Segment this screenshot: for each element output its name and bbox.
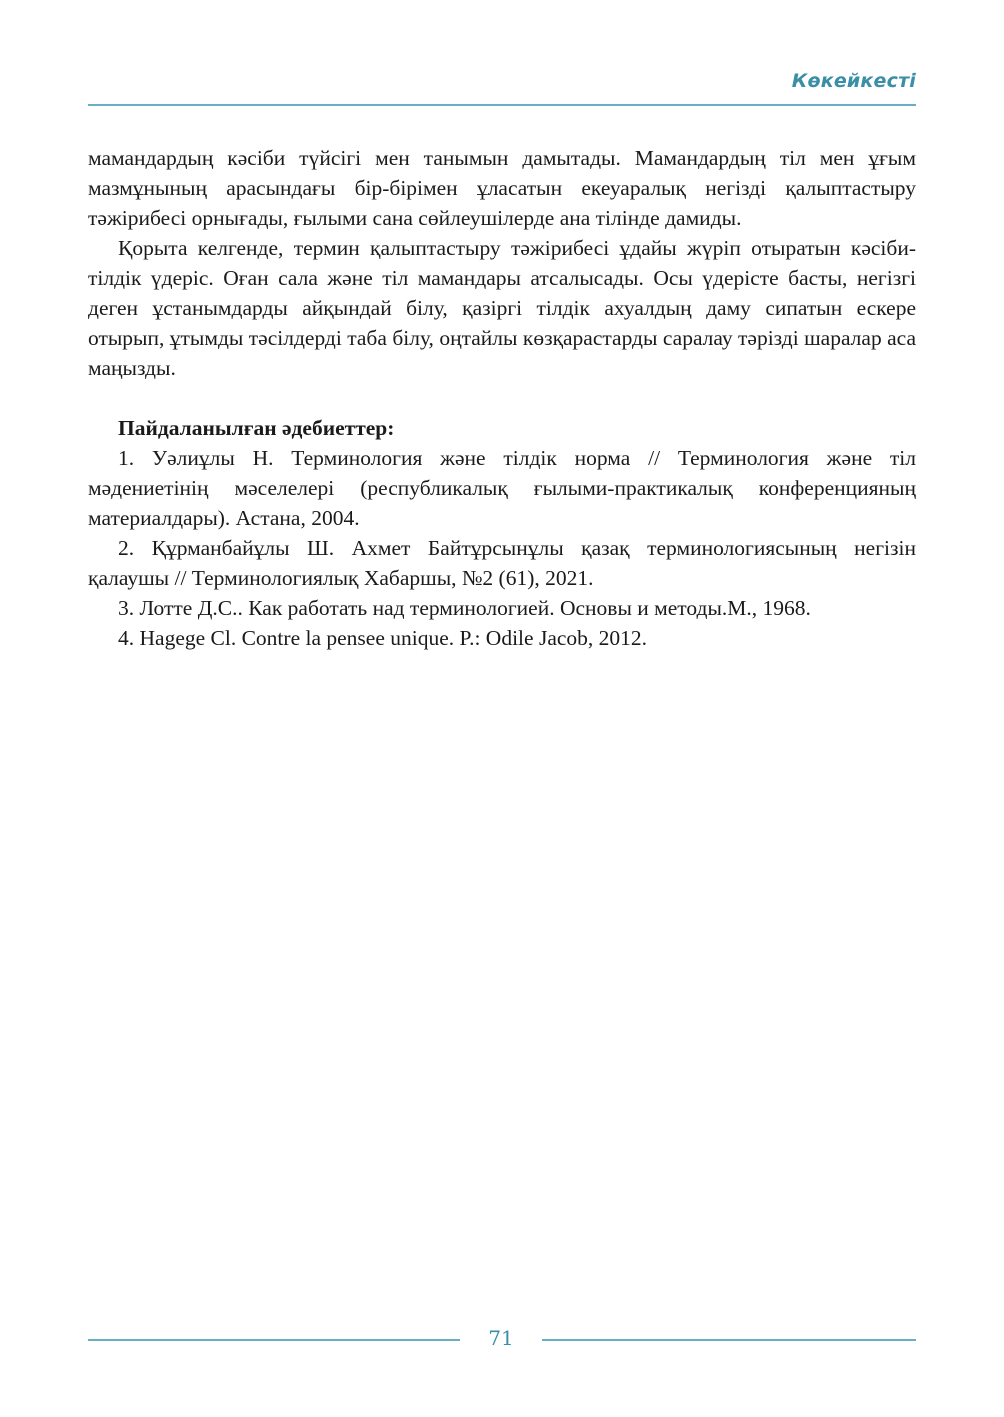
reference-item: 2. Құрманбайұлы Ш. Ахмет Байтұрсынұлы қазақ терминологиясының негізін қалаушы // Терминологиялық Хабаршы, №2 (61), 2021. — [88, 536, 916, 590]
footer-rule-left — [88, 1339, 460, 1341]
reference-item: 3. Лотте Д.С.. Как работать над терминологией. Основы и методы.М., 1968. — [118, 596, 811, 620]
body-paragraph-conclusion: Қорыта келгенде, термин қалыптастыру тәжірибесі ұдайы жүріп отыратын кәсіби-тілдік үдеріс. Оған сала және тіл мамандары атсалысады. Осы үдерісте басты, негізгі деген ұстанымдарды айқындай білу, қазіргі тілдік ахуалдың даму сипатын ескере отырып, ұтымды тәсілдерді таба білу, оңтайлы көзқарастарды саралау тәрізді шаралар аса маңызды. — [88, 236, 916, 380]
footer-rule-right — [542, 1339, 916, 1341]
reference-item: 1. Уәлиұлы Н. Терминология және тілдік норма // Терминология және тіл мәдениетінің мәселелері (республикалық ғылыми-практикалық конференцияның материалдары). Астана, 2004. — [88, 446, 916, 530]
reference-item: 4. Hagege Cl. Contre la pensee unique. P.: Odile Jacob, 2012. — [118, 626, 648, 650]
body-paragraph-continuation: мамандардың кәсіби түйсігі мен танымын дамытады. Мамандардың тіл мен ұғым мазмұнының арасындағы бір-бірімен ұласатын екеуаралық негізді қалыптастыру тәжірибесі орнығады, ғылыми сана сөйлеушілерде ана тілінде дамиды. — [88, 146, 916, 230]
running-header-title: Көкейкесті — [791, 70, 916, 92]
page-content — [88, 143, 916, 653]
references-heading: Пайдаланылған әдебиеттер: — [118, 416, 395, 440]
page-number: 71 — [488, 1326, 514, 1350]
header-rule — [88, 104, 916, 106]
